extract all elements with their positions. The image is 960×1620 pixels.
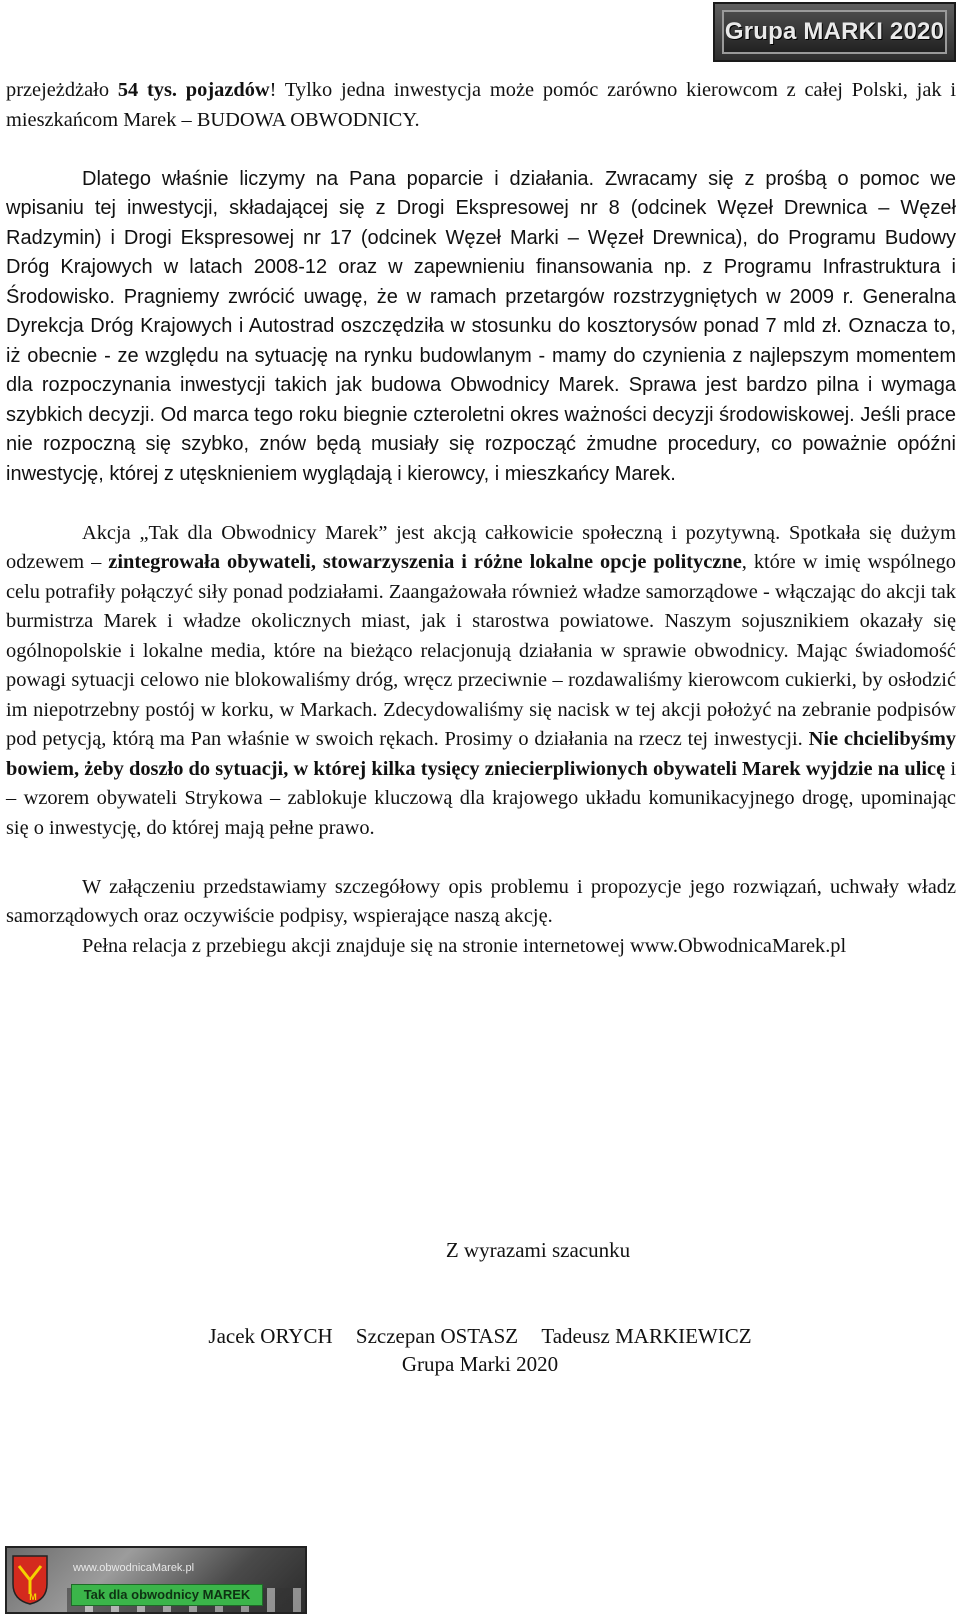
crest-letter: M (29, 1592, 37, 1602)
bold-phrase: 54 tys. pojazdów (117, 79, 270, 101)
signatory-organization: Grupa Marki 2020 (401, 1352, 559, 1376)
paragraph-text: , które w imię wspólnego celu potrafiły połączyć siły ponad podziałami. Zaangażowała również władze samorządowe - włączając do akcji tak burmistrza Marek i władze okolicznych miast, jak i starostwa powiatowe. Naszym sojusznikiem okazały się ogólnopolskie i lokalne media, które na bieżąco relacjonują działania w sprawie obwodnicy. Mając świadomość powagi sytuacji celowo nie blokowaliśmy dróg, wręcz przeciwnie – rozdawaliśmy kierowcom cukierki, by osłodzić im niepotrzebny postój w korku, w Markach. Zdecydowaliśmy się nacisk w tej akcji położyć na zebranie podpisów pod petycją, którą ma Pan właśnie w swoich rękach. Prosimy o działania na rzecz tej inwestycji. (6, 551, 956, 750)
paragraph-text: przejeżdżało (6, 79, 118, 101)
paragraph-text: i – wzorem obywateli Strykowa – zablokuje kluczową dla krajowego układu komunikacyjnego drogę, upominając się o inwestycję, do której mają pełne prawo. (6, 757, 956, 839)
logo-text: Grupa MARKI 2020 (724, 18, 945, 45)
letter-body (6, 76, 956, 961)
closing-greeting: Z wyrazami szacunku (445, 1238, 631, 1262)
paragraph-text: ! Tylko jedna inwestycja może pomóc zarówno kierowcom z całej Polski, jak i mieszkańcom Marek – BUDOWA OBWODNICY. (6, 79, 957, 131)
banner-website: www.obwodnicaMarek.pl (73, 1562, 195, 1574)
paragraph-text: Dlatego właśnie liczymy na Pana poparcie i działania. Zwracamy się z prośbą o pomoc we wpisaniu tej inwestycji, składającej się z Drogi Ekspresowej nr 8 (odcinek Węzeł Drewnica – Węzeł Radzymin) i Drogi Ekspresowej nr 17 (odcinek Węzeł Marki – Węzeł Drewnica), do Programu Budowy Dróg Krajowych w latach 2008-12 oraz w zapewnieniu finansowania np. z Programu Infrastruktura i Środowisko. Pragniemy zwrócić uwagę, że w ramach przetargów rozstrzygniętych w 2009 r. Generalna Dyrekcja Dróg Krajowych i Autostrad oszczędziła w stosunku do kosztorysów ponad 7 mld zł. Oznacza to, iż obecnie - ze względu na sytuację na rynku budowlanym - mamy do czynienia z najlepszym momentem dla rozpoczynania inwestycji takich jak budowa Obwodnicy Marek. Sprawa jest bardzo pilna i wymaga szybkich decyzji. Od marca tego roku biegnie czteroletni okres ważności decyzji środowiskowej. Jeśli prace nie rozpoczną się szybko, znów będą musiały się rozpocząć żmudne procedury, co poważnie opóźni inwestycję, której z utęsknieniem wyglądają i kierowcy, i mieszkańcy Marek. (6, 167, 956, 485)
logo-frame (722, 10, 947, 54)
signatory-name: Szczepan OSTASZ (355, 1324, 519, 1348)
bold-phrase: Nie chcielibyśmy bowiem, żeby doszło do sytuacji, w której kilka tysięcy zniecierpliwionych obywateli Marek wyjdzie na ulicę (6, 728, 956, 780)
paragraph-text: Pełna relacja z przebiegu akcji znajduje się na stronie internetowej www.ObwodnicaMarek.pl (82, 934, 847, 957)
bold-phrase: zintegrowała obywateli, stowarzyszenia i różne lokalne opcje polityczne (108, 551, 742, 573)
paragraph-attachments (6, 873, 956, 932)
banner-slogan: Tak dla obwodnicy MAREK (71, 1584, 263, 1606)
paragraph-text: W załączeniu przedstawiamy szczegółowy opis problemu i propozycje jego rozwiązań, uchwały władz samorządowych oraz oczywiście podpisy, wspierające naszą akcję. (6, 875, 956, 927)
paragraph-request (6, 165, 956, 490)
paragraph-text: Akcja „Tak dla Obwodnicy Marek” jest akcją całkowicie społeczną i pozytywną. Spotkała się dużym odzewem – (6, 521, 956, 573)
paragraph-website (6, 932, 956, 962)
paragraph-campaign (6, 519, 956, 844)
signatories (0, 1322, 960, 1351)
paragraph-intro (6, 76, 956, 135)
signatory-name: Tadeusz MARKIEWICZ (541, 1324, 752, 1348)
signatory-name: Jacek ORYCH (208, 1324, 333, 1348)
campaign-banner (5, 1546, 307, 1614)
grupa-marki-logo (713, 2, 956, 62)
